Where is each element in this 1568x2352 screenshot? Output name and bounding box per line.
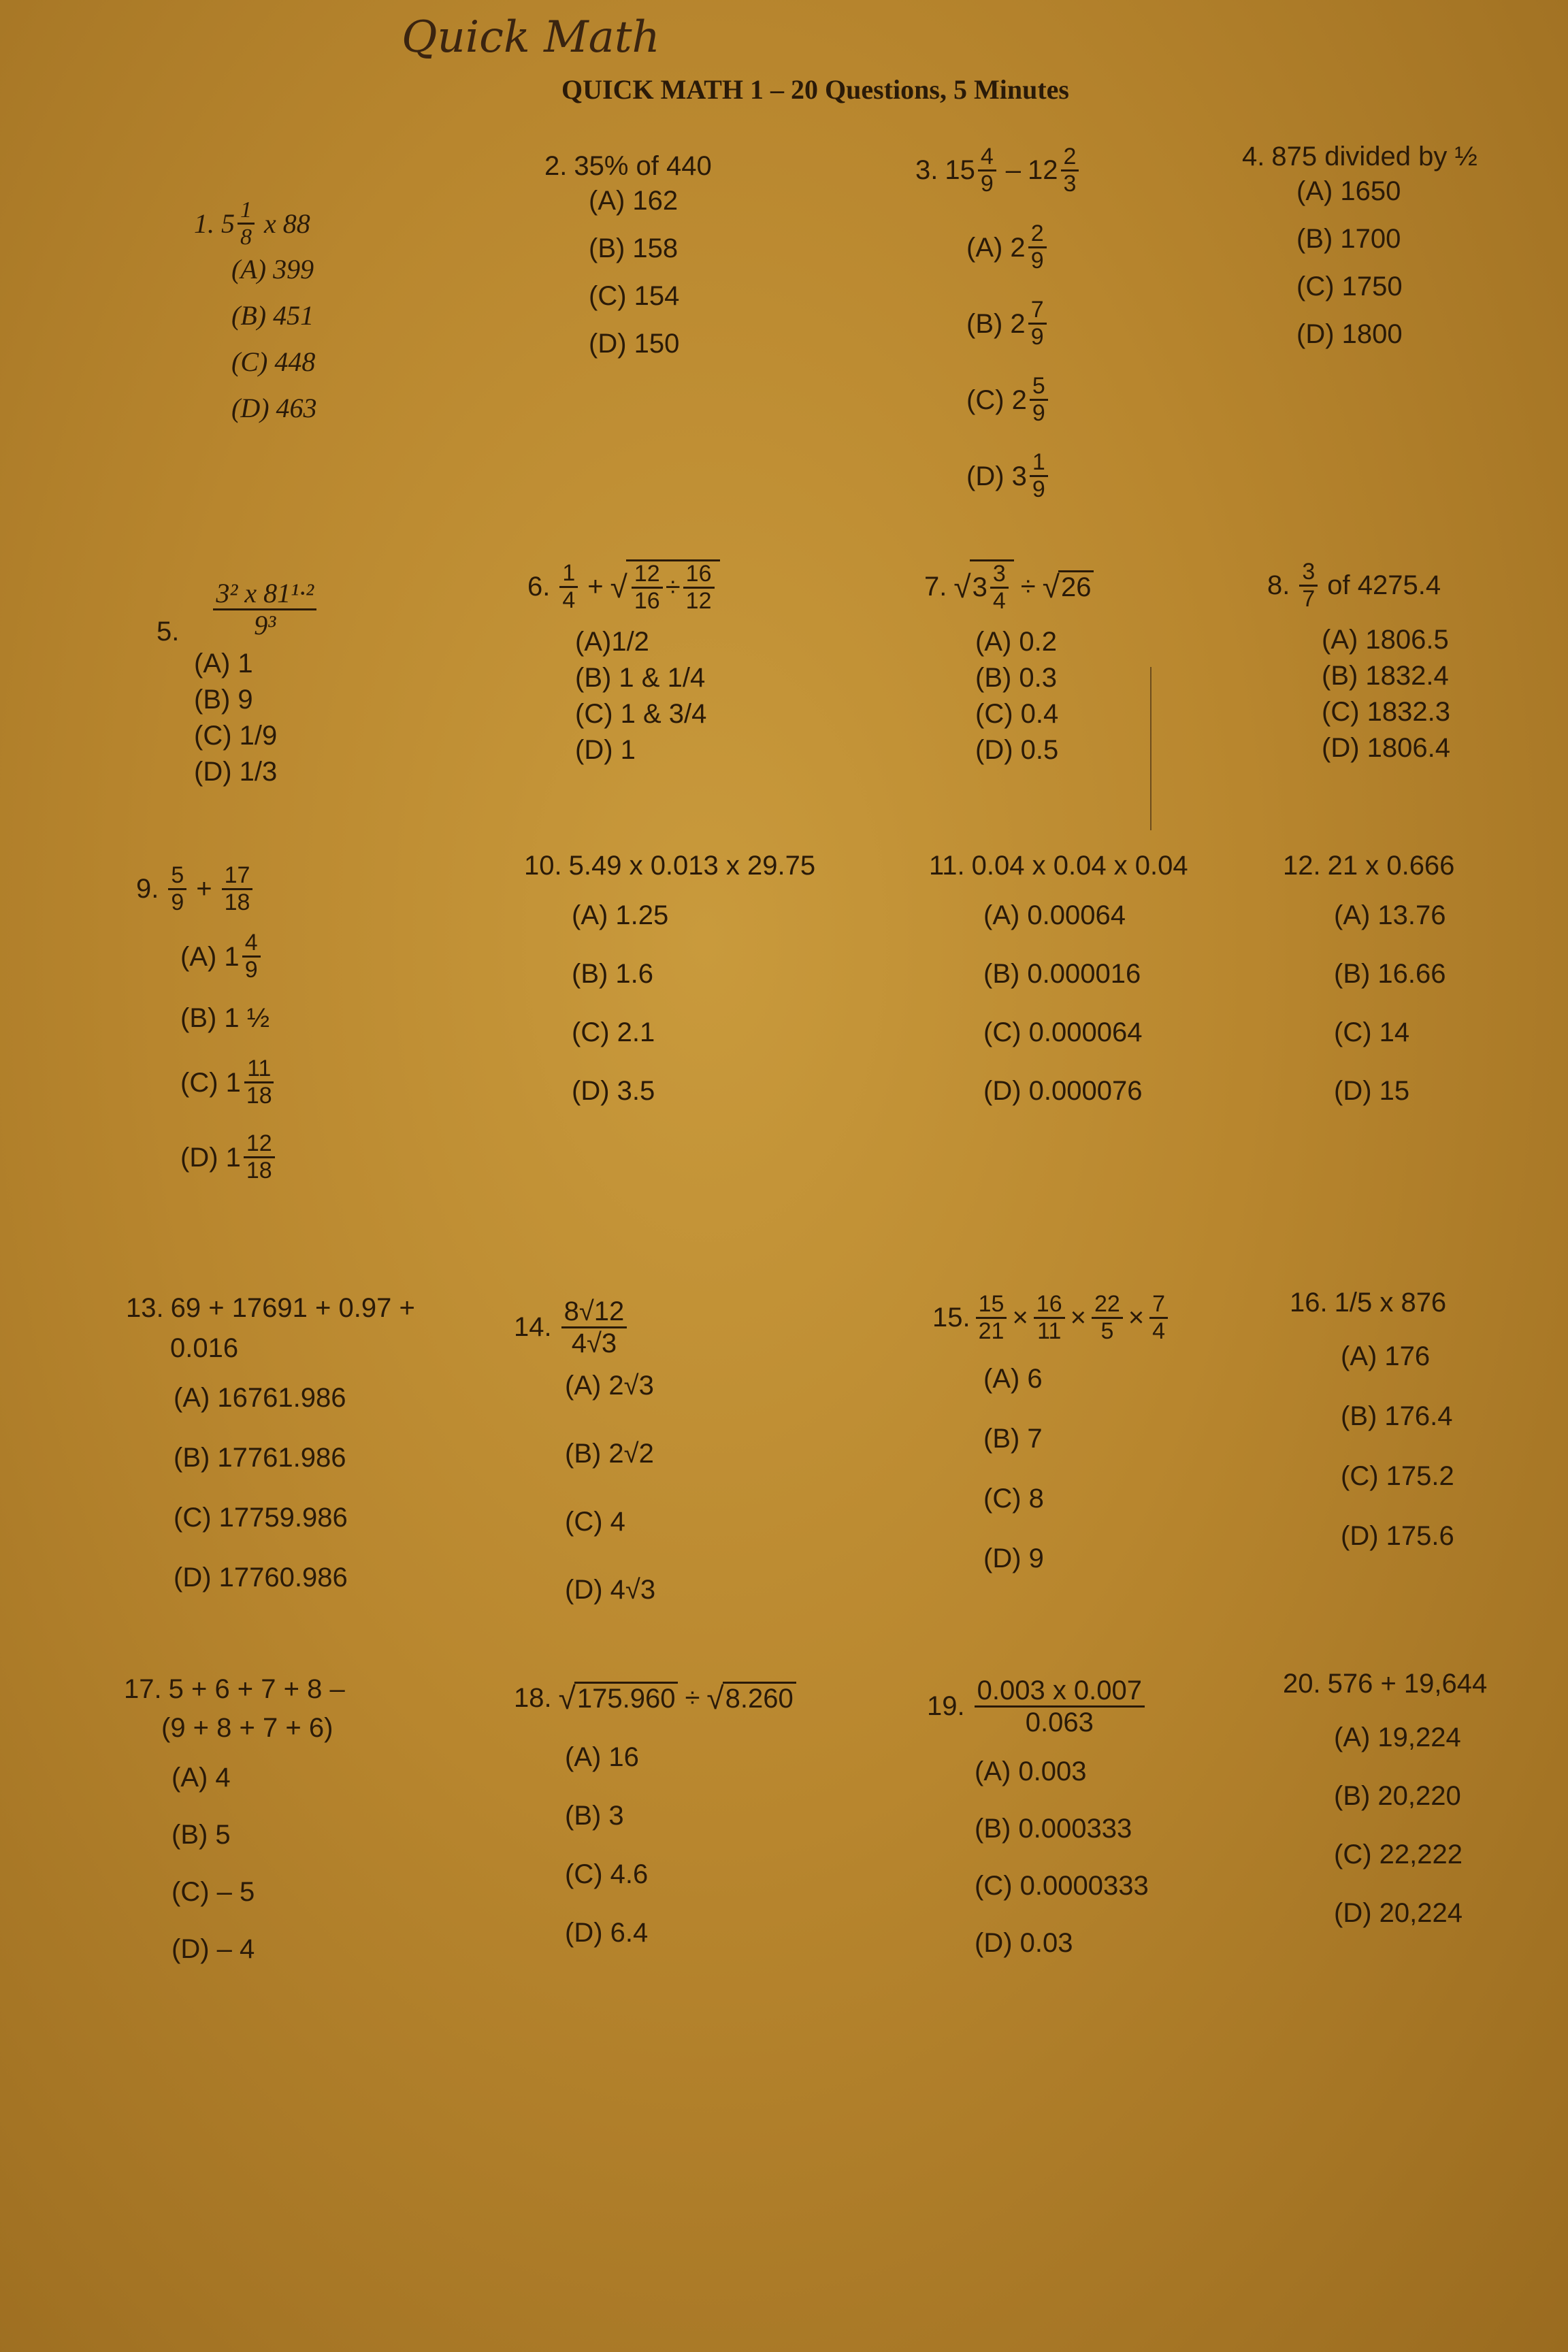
option-label: (B) 2 [966, 308, 1026, 339]
operator: ÷ [1020, 571, 1036, 602]
denominator: 5 [1100, 1318, 1114, 1345]
denominator: 4 [1152, 1318, 1166, 1345]
denominator: 16 [634, 588, 660, 615]
question-number: 15. [932, 1303, 970, 1333]
question-20 [1283, 1669, 1487, 1958]
question-number: 17. [124, 1674, 162, 1704]
option-c[interactable]: (C) 0.4 [975, 698, 1059, 729]
question-number: 4. [1242, 142, 1265, 172]
question-text: 1/5 x 876 [1334, 1288, 1447, 1318]
option-a[interactable]: (A) 0.2 [975, 626, 1058, 657]
option-c[interactable] [180, 1045, 278, 1120]
numerator: 1 [559, 561, 578, 588]
option-b[interactable]: (B) 3 [565, 1801, 624, 1831]
whole: 5 [221, 208, 235, 240]
numerator: 11 [244, 1056, 274, 1083]
question-number: 19. [927, 1691, 965, 1721]
denominator: 9 [244, 957, 258, 983]
numerator: 17 [222, 863, 253, 890]
question-number: 8. [1267, 570, 1290, 601]
question-number: 18. [514, 1682, 552, 1713]
question-17 [124, 1674, 345, 1993]
operator: + [196, 874, 212, 904]
option-d[interactable]: (D) 9 [983, 1543, 1044, 1573]
question-number: 14. [514, 1312, 552, 1342]
denominator: 9 [1032, 400, 1045, 427]
option-a[interactable]: (A) 0.003 [975, 1757, 1087, 1786]
option-a[interactable]: (A) 0.00064 [983, 900, 1126, 930]
option-d[interactable]: (D) 4√3 [565, 1575, 656, 1605]
option-a[interactable]: (A) 4 [172, 1763, 231, 1793]
option-c[interactable]: (C) 1832.3 [1322, 696, 1450, 727]
question-7: 7. √ 3 $\frac{3}{4}$ ÷ √ 26 (A) 0.2 (B) 0.3 (C) 0.4 (D) 0.5 [924, 559, 1094, 772]
numerator: 4 [242, 930, 261, 958]
option-d[interactable]: (D) 0.03 [975, 1928, 1073, 1958]
numerator: 1 [238, 197, 255, 225]
option-b[interactable]: (B) 158 [589, 233, 679, 263]
question-text: of 4275.4 [1327, 570, 1441, 601]
operator: ÷ [685, 1682, 700, 1713]
whole: 3 [972, 572, 987, 603]
option-c[interactable]: (C) 1/9 [194, 721, 278, 751]
question-line-1: 69 + 17691 + 0.97 + [170, 1293, 415, 1323]
option-a[interactable]: (A) 1 [194, 649, 253, 679]
denominator: 9 [1030, 248, 1044, 274]
option-b[interactable]: (B) 0.000016 [983, 959, 1141, 989]
option-b[interactable]: (B) 17761.986 [174, 1443, 346, 1473]
option-label: (C) 1 [180, 1067, 241, 1098]
option-d[interactable]: (D) 463 [231, 392, 317, 423]
option-b[interactable]: (B) 1.6 [572, 959, 654, 989]
operator: × [1070, 1303, 1086, 1333]
option-d[interactable]: (D) 6.4 [565, 1918, 649, 1948]
option-b[interactable]: (B) 0.000333 [975, 1814, 1132, 1844]
question-line-1: 5 + 6 + 7 + 8 – [168, 1674, 345, 1704]
numerator: 15 [976, 1292, 1007, 1319]
numerator: 2 [1061, 144, 1079, 172]
question-number: 6. [527, 571, 551, 602]
denominator: 11 [1037, 1318, 1062, 1345]
question-number: 16. [1290, 1288, 1328, 1318]
operator: – [1005, 155, 1022, 186]
denominator: 4√3 [571, 1328, 617, 1358]
question-number: 10. [524, 851, 562, 881]
option-c[interactable]: (C) 14 [1334, 1017, 1410, 1047]
numerator: 2 [1028, 221, 1047, 248]
question-number: 5. [157, 617, 180, 647]
denominator: 0.063 [1025, 1708, 1094, 1737]
option-a[interactable]: (A) 2√3 [565, 1371, 654, 1401]
option-a[interactable]: (A) 1650 [1296, 176, 1401, 206]
denominator: 21 [978, 1318, 1004, 1345]
option-b[interactable]: (B) 16.66 [1334, 959, 1446, 989]
option-a[interactable] [180, 923, 278, 991]
whole: 12 [1028, 155, 1058, 186]
option-c[interactable]: (C) 175.2 [1341, 1461, 1454, 1491]
option-c[interactable]: (C) 0.000064 [983, 1017, 1143, 1047]
option-b[interactable] [180, 991, 278, 1045]
option-a[interactable]: (A)1/2 [575, 626, 649, 657]
option-label: (D) 3 [966, 461, 1027, 491]
option-a[interactable]: (A) 16 [565, 1742, 639, 1772]
question-19 [927, 1676, 1149, 1987]
numerator: 7 [1028, 297, 1047, 325]
option-b[interactable]: (B) 5 [172, 1820, 231, 1850]
option-d[interactable]: (D) 15 [1334, 1076, 1410, 1106]
option-d[interactable]: (D) 20,224 [1334, 1898, 1463, 1928]
option-a[interactable]: (A) 13.76 [1334, 900, 1446, 930]
denominator: 9³ [254, 610, 276, 640]
question-13 [126, 1293, 415, 1624]
option-c[interactable] [966, 362, 1081, 438]
question-18: 18. √ 175.960 ÷ √ 8.260 (A) 16 (B) 3 (C) 4.6 (D) 6.4 [514, 1680, 796, 1978]
question-11 [929, 851, 1188, 1136]
option-c[interactable]: (C) 0.0000333 [975, 1871, 1149, 1901]
option-d[interactable]: (D) 1800 [1296, 319, 1403, 349]
question-text: 5.49 x 0.013 x 29.75 [568, 851, 816, 881]
operator: × [1128, 1303, 1145, 1333]
option-c[interactable]: (C) 154 [589, 281, 680, 311]
numerator: 1 [1030, 450, 1048, 477]
expression-rest: x 88 [264, 208, 310, 240]
question-2 [544, 151, 712, 378]
option-c[interactable]: (C) 1 & 3/4 [575, 698, 707, 729]
option-d[interactable]: (D) 3.5 [572, 1076, 655, 1106]
question-number: 3. [915, 155, 938, 186]
option-c[interactable]: (C) 22,222 [1334, 1840, 1463, 1869]
question-line-2: (9 + 8 + 7 + 6) [161, 1713, 333, 1743]
operator: × [1012, 1303, 1028, 1333]
question-number: 11. [929, 851, 965, 881]
question-number: 7. [924, 571, 947, 602]
denominator: 18 [246, 1083, 272, 1109]
option-b[interactable]: (B) 1700 [1296, 224, 1401, 254]
option-c[interactable]: (C) 1750 [1296, 272, 1403, 301]
handwritten-header: Quick Math [402, 12, 660, 63]
option-a[interactable]: (A) 399 [231, 253, 314, 284]
option-c[interactable]: (C) 2.1 [572, 1017, 655, 1047]
question-5 [157, 578, 319, 794]
numerator: 4 [978, 144, 996, 172]
option-b[interactable]: (B) 2√2 [565, 1439, 654, 1469]
numerator: 3² x 81¹·² [213, 578, 316, 610]
option-label: (A) 2 [966, 232, 1026, 263]
question-8 [1267, 559, 1450, 770]
question-12 [1283, 851, 1454, 1136]
page-title: QUICK MATH 1 – 20 Questions, 5 Minutes [561, 74, 1069, 105]
numerator: 7 [1149, 1292, 1168, 1319]
numerator: 12 [244, 1131, 275, 1158]
divider-line [1150, 667, 1152, 830]
question-number: 1. [194, 208, 214, 240]
numerator: 8√12 [561, 1296, 627, 1328]
option-c[interactable]: (C) – 5 [172, 1877, 255, 1907]
option-d[interactable]: (D) 0.5 [975, 734, 1059, 765]
question-number: 2. [544, 151, 568, 181]
numerator: 3 [990, 561, 1009, 589]
numerator: 16 [683, 561, 715, 589]
option-label: (A) 1 [180, 941, 240, 972]
option-label: (B) 1 ½ [180, 1002, 270, 1033]
option-label: (D) 1 [180, 1142, 241, 1173]
option-c[interactable]: (C) 4.6 [565, 1859, 649, 1889]
radicand: 175.960 [574, 1682, 679, 1714]
operator: ÷ [665, 572, 681, 603]
denominator: 3 [1063, 171, 1077, 197]
option-d[interactable]: (D) 1 [575, 734, 636, 765]
denominator: 7 [1302, 586, 1316, 612]
numerator: 0.003 x 0.007 [975, 1676, 1145, 1708]
numerator: 16 [1034, 1292, 1065, 1319]
question-16 [1290, 1288, 1454, 1582]
denominator: 4 [992, 588, 1006, 615]
option-d[interactable]: (D) 150 [589, 329, 680, 359]
option-b[interactable]: (B) 176.4 [1341, 1401, 1453, 1431]
option-d[interactable]: (D) 0.000076 [983, 1076, 1143, 1106]
question-10 [524, 851, 815, 1136]
radicand: 26 [1058, 570, 1094, 603]
whole: 15 [945, 155, 975, 186]
option-a[interactable]: (A) 19,224 [1334, 1722, 1461, 1752]
denominator: 18 [246, 1158, 272, 1184]
option-c[interactable]: (C) 448 [231, 346, 316, 377]
question-text: 21 x 0.666 [1327, 851, 1455, 881]
numerator: 5 [1030, 374, 1048, 401]
option-b[interactable]: (B) 0.3 [975, 662, 1058, 693]
option-b[interactable]: (B) 9 [194, 685, 253, 715]
numerator: 22 [1092, 1292, 1123, 1319]
question-4 [1242, 142, 1477, 368]
option-d[interactable] [966, 438, 1081, 514]
question-number: 13. [126, 1293, 164, 1323]
option-b[interactable]: (B) 7 [983, 1423, 1043, 1454]
denominator: 9 [980, 171, 994, 197]
option-d[interactable]: (D) – 4 [172, 1934, 255, 1964]
denominator: 8 [240, 225, 252, 250]
numerator: 5 [168, 863, 186, 890]
question-number: 12. [1283, 851, 1321, 881]
question-9 [136, 863, 278, 1195]
option-c[interactable]: (C) 4 [565, 1507, 625, 1537]
option-b[interactable]: (B) 451 [231, 299, 314, 331]
operator: + [587, 571, 604, 602]
option-d[interactable]: (D) 175.6 [1341, 1521, 1454, 1551]
question-text: 35% of 440 [574, 151, 712, 181]
option-b[interactable]: (B) 1832.4 [1322, 660, 1449, 691]
question-text: 875 divided by ½ [1271, 142, 1477, 172]
numerator: 3 [1299, 559, 1318, 587]
numerator: 12 [632, 561, 663, 589]
denominator: 18 [224, 889, 250, 916]
mixed-number [221, 197, 257, 250]
denominator: 9 [1032, 476, 1045, 503]
option-d[interactable]: (D) 1806.4 [1322, 732, 1450, 763]
question-text: 0.04 x 0.04 x 0.04 [971, 851, 1188, 881]
option-b[interactable]: (B) 1 & 1/4 [575, 662, 706, 693]
option-a[interactable]: (A) 176 [1341, 1341, 1431, 1371]
option-c[interactable]: (C) 17759.986 [174, 1503, 348, 1533]
question-14 [514, 1296, 655, 1644]
radicand: 8.260 [723, 1682, 796, 1714]
denominator: 4 [562, 587, 576, 613]
question-number: 9. [136, 874, 159, 904]
question-6: 6. $\frac{1}{4}$ + √ $\frac{12}{16}$ ÷ $\frac{16}{12}$ (A)1/2 (B) 1 & 1/4 (C) 1 & 3/4 (D) 1 [527, 559, 720, 772]
option-label: (C) 2 [966, 385, 1027, 415]
option-d[interactable]: (D) 17760.986 [174, 1563, 348, 1592]
option-a[interactable] [966, 210, 1081, 286]
option-a[interactable]: (A) 6 [983, 1363, 1043, 1394]
option-a[interactable]: (A) 16761.986 [174, 1383, 346, 1413]
question-3 [915, 144, 1081, 514]
question-1 [194, 197, 317, 441]
denominator: 9 [171, 889, 184, 916]
option-a[interactable]: (A) 1.25 [572, 900, 669, 930]
option-a[interactable]: (A) 1806.5 [1322, 624, 1449, 655]
denominator: 12 [685, 588, 712, 615]
option-d[interactable]: (D) 1/3 [194, 757, 278, 787]
option-d[interactable] [180, 1120, 278, 1195]
question-text: 576 + 19,644 [1327, 1669, 1488, 1699]
question-15 [932, 1292, 1171, 1605]
question-number: 20. [1283, 1669, 1321, 1699]
option-c[interactable]: (C) 8 [983, 1483, 1044, 1514]
question-line-2: 0.016 [170, 1333, 239, 1363]
denominator: 9 [1030, 324, 1044, 350]
option-b[interactable] [966, 286, 1081, 362]
option-a[interactable]: (A) 162 [589, 186, 679, 216]
option-b[interactable]: (B) 20,220 [1334, 1781, 1461, 1811]
